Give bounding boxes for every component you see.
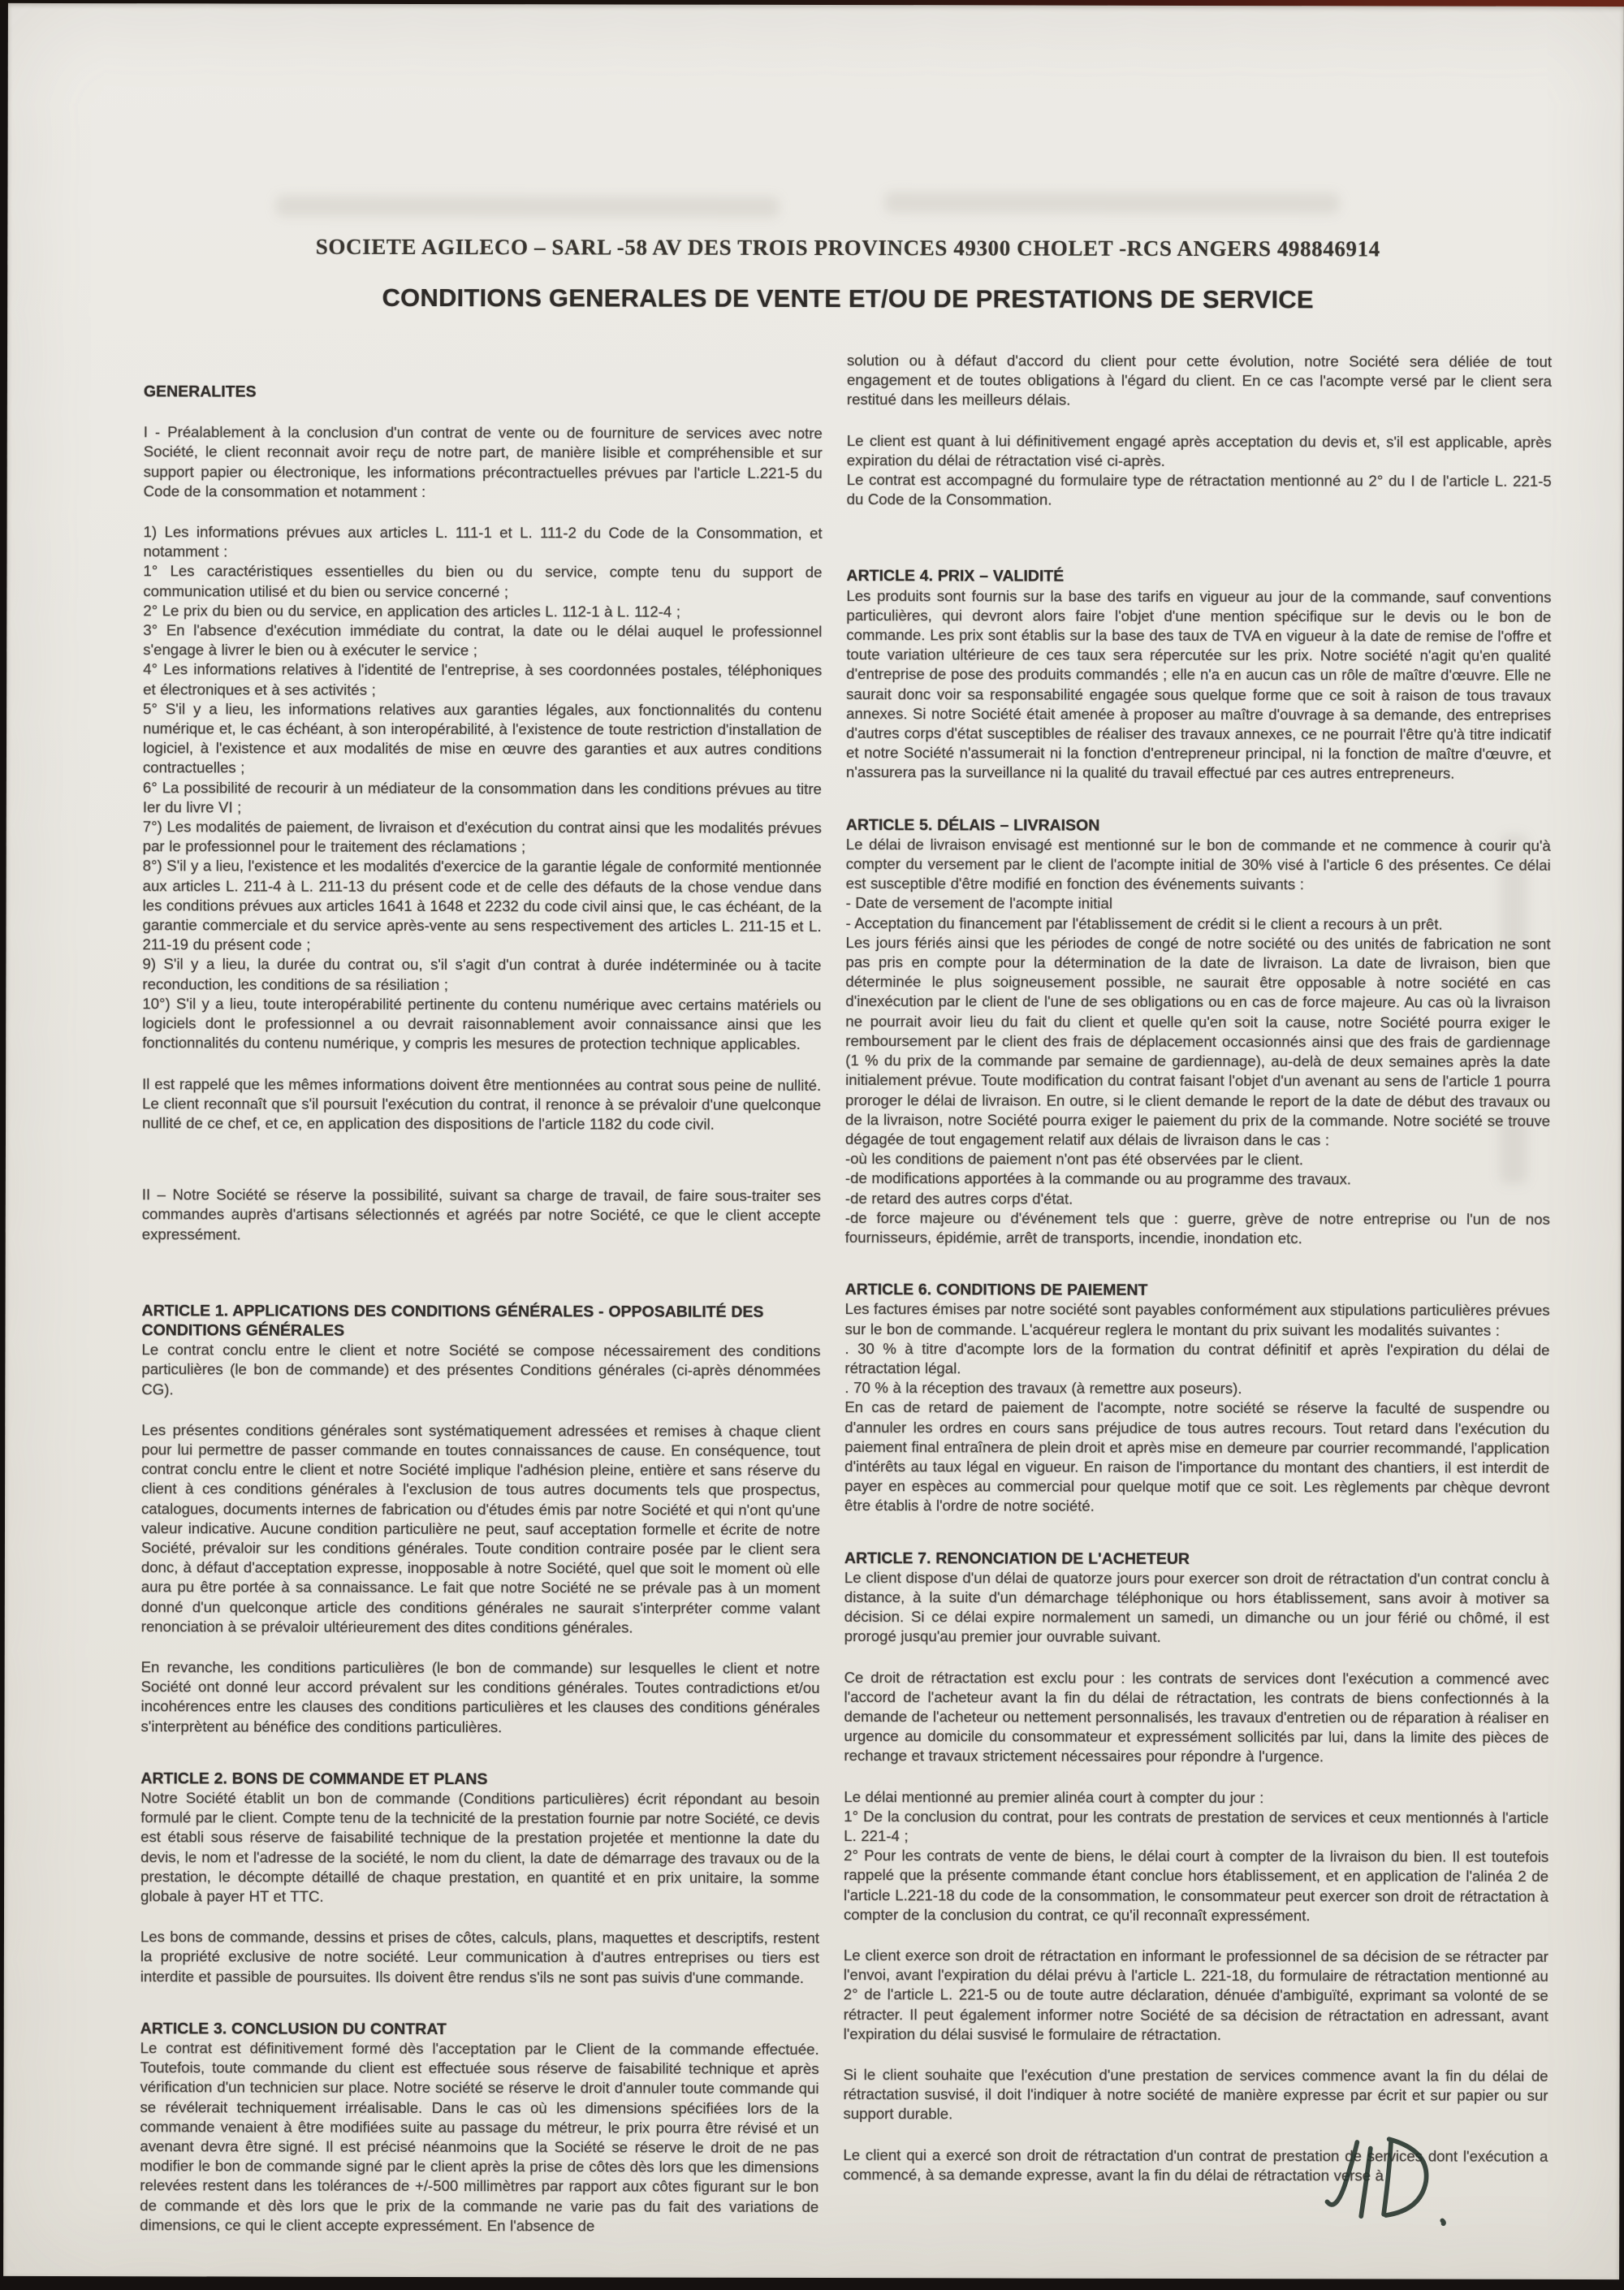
paragraph: - Date de versement de l'acompte initial — [845, 894, 1113, 913]
paragraph: I - Préalablement à la conclusion d'un contrat de vente ou de fourniture de services avec notre Société, le client reconnait avoir reçu de notre part, de manière lisible et compréhensible et sur support papier ou électronique, les informations précontractuelles prévues par l'article L.221-5 du Code de la consommation et notamment : — [143, 423, 823, 500]
article-heading: ARTICLE 3. CONCLUSION DU CONTRAT — [140, 2020, 447, 2038]
paragraph: 6° La possibilité de recourir à un médiateur de la consommation dans les conditions prévues au titre Ier du livre VI ; — [142, 778, 822, 816]
paragraph: -où les conditions de paiement n'ont pas été observées par le client. — [844, 1150, 1304, 1169]
article-heading: ARTICLE 1. APPLICATIONS DES CONDITIONS GÉNÉRALES - OPPOSABILITÉ DES CONDITIONS GÉNÉRALES — [141, 1301, 764, 1340]
paragraph: Le client exerce son droit de rétractation en informant le professionnel de sa décision de se rétracter par l'envoi, avant l'expiration du délai prévu à l'article L. 221-18, du formulaire de rétractation mentionné au 2° de l'article L. 221-5 ou de toute autre déclaration, dénuée d'ambiguïté, exprimant sa volonté de se rétracter. Il peut également informer notre Société de sa décision de rétractation en adressant, avant l'expiration du délai susvisé le formulaire de rétractation. — [843, 1946, 1548, 2043]
paragraph: 4° Les informations relatives à l'identité de l'entreprise, à ses coordonnées postales, téléphoniques et électroniques et à ses activités ; — [143, 660, 823, 698]
company-header-line: SOCIETE AGILECO – SARL -58 AV DES TROIS PROVINCES 49300 CHOLET -RCS ANGERS 498846914 — [315, 234, 1380, 261]
paragraph: Il est rappelé que les mêmes informations doivent être mentionnées au contrat sous peine de nullité. Le client reconnaît que s'il poursuit l'exécution du contrat, il renonce à se prévaloir d'une quelconque nullité de ce chef, et ce, en application des dispositions de l'article 1182 du code civil. — [142, 1074, 822, 1133]
article-heading: GENERALITES — [143, 382, 257, 401]
paragraph: - Acceptation du financement par l'établissement de crédit si le client a recours à un prêt. — [845, 914, 1443, 933]
two-column-body — [140, 349, 1552, 2238]
paragraph: Les présentes conditions générales sont systématiquement adressées et remises à chaque client pour lui permettre de passer commande en toutes connaissances de cause. En conséquence, tout contrat conclu entre le client et notre Société implique l'adhésion pleine, entière et sans réserve du client à ces conditions générales à l'exclusion de tous autres documents tels que prospectus, catalogues, documents internes de fabrication ou d'études émis par notre Société et qui n'ont qu'une valeur indicative. Aucune condition particulière ne peut, sauf acceptation formelle et écrite de notre Société, prévaloir sur les conditions générales. Toute condition contraire posée par le client sera donc, à défaut d'acceptation expresse, inopposable à notre Société, quel que soit le moment où elle aura pu être portée à sa connaissance. Le fait que notre Société ne se prévale pas à un moment donné d'un quelconque article des conditions générales ne saurait s'interpréter comme valant renonciation à se prévaloir ultérieurement des dites conditions générales. — [140, 1421, 821, 1636]
paragraph: Le client dispose d'un délai de quatorze jours pour exercer son droit de rétractation d'un contrat conclu à distance, à la suite d'un démarchage téléphonique ou hors établissement, sans avoir à motiver sa décision. Si ce délai expire normalement un samedi, un dimanche ou un jour férié ou chômé, il est prorogé jusqu'au premier jour ouvrable suivant. — [844, 1568, 1549, 1646]
paragraph: . 30 % à titre d'acompte lors de la formation du contrat définitif et après l'expiration du délai de rétractation légal. — [844, 1339, 1550, 1377]
paragraph: Le client qui a exercé son droit de rétractation d'un contrat de prestation de services dont l'exécution a commencé, à sa demande expresse, avant la fin du délai de rétractation verse à — [843, 2145, 1548, 2184]
paragraph: Les jours fériés ainsi que les périodes de congé de notre société ou des unités de fabrication ne sont pas pris en compte pour la détermination de la date de livraison. La date de livraison, bien que déterminée le plus soigneusement possible, ne saurait être opposable à notre société en cas d'inexécution par le client de l'une de ses obligations ou en cas de force majeure. Au cas où la livraison ne pourrait avoir lieu du fait du client et quelle qu'en soit la cause, notre Société pourra exiger le remboursement par le client des frais de déplacement occasionnés ainsi que des frais de gardiennage (1 % du prix de la commande par semaine de gardiennage), au-delà de deux semaines après la date initialement prévue. Toute modification du contrat faisant l'objet d'un avenant au sens de l'article 1 pourra proroger le délai de livraison. En outre, si le client demande le report de la date de début des travaux ou de la livraison, notre Société pourra exiger le paiement du prix de la commande. Notre société se trouve dégagée de tout engagement relatif aux délais de livraison dans le cas : — [844, 933, 1551, 1149]
article-heading: ARTICLE 6. CONDITIONS DE PAIEMENT — [844, 1281, 1148, 1299]
paragraph: Les bons de commande, dessins et prises de côtes, calculs, plans, maquettes et descriptifs, restent la propriété exclusive de notre société. Leur communication à d'autres entreprises ou tiers est interdite et passible de poursuites. Ils doivent être rendus s'ils ne sont pas suivis d'une commande. — [140, 1928, 819, 1986]
left-column — [140, 349, 823, 2236]
paragraph: Le contrat conclu entre le client et notre Société se compose nécessairement des conditions particulières (le bon de commande) et des présentes Conditions générales (ci-après dénommées CG). — [141, 1341, 821, 1398]
article-heading: ARTICLE 2. BONS DE COMMANDE ET PLANS — [140, 1769, 488, 1788]
right-column — [843, 351, 1552, 2186]
paragraph: Le client est quant à lui définitivement engagé après acceptation du devis et, s'il est applicable, après expiration du délai de rétractation visé ci-après. — [846, 431, 1552, 469]
paragraph: 1° Les caractéristiques essentielles du bien ou du service, compte tenu du support de communication utilisé et du bien ou service concerné ; — [143, 562, 823, 600]
paragraph: Le délai de livraison envisagé est mentionné sur le bon de commande et ne commence à courir qu'à compter du versement par le client de l'acompte initial de 30% visé à l'article 6 des présentes. Ce délai est susceptible d'être modifié en fonction des événements suivants : — [845, 835, 1551, 893]
paragraph: 2° Le prix du bien ou du service, en application des articles L. 112-1 à L. 112-4 ; — [143, 602, 681, 620]
paragraph: Notre Société établit un bon de commande (Conditions particulières) écrit répondant au besoin formulé par le client. Compte tenu de la technicité de la prestation fournie par notre Société, ce devis est établi sous réserve de faisabilité technique de la prestation projetée et mentionne la date du devis, le nom et l'adresse de la société, le nom du client, la date de démarrage des travaux ou de la prestation, le décompte détaillé de chaque prestation, en quantité et en prix unitaire, la somme globale à payer HT et TTC. — [140, 1789, 820, 1905]
paragraph: Les produits sont fournis sur la base des tarifs en vigueur au jour de la commande, sauf conventions particulières, qui devront alors faire l'objet d'une mention spécifique sur le devis ou le bon de commande. Les prix sont établis sur la base des taux de TVA en vigueur à la date de remise de l'offre et toute variation ultérieure de ces taux sera répercutée sur les prix. Notre société n'agit qu'en qualité d'entreprise de pose des produits commandés ; elle n'a en aucun cas un rôle de maître d'œuvre. Elle ne saurait donc voir sa responsabilité engagée sous quelque forme que ce soit à raison de tous travaux annexes. Si notre Société était amenée à proposer au maître d'ouvrage à sa demande, des entreprises d'autres corps d'état susceptibles de réaliser des travaux annexes, ce ne pourrait l'être qu'à titre indicatif et notre Société n'assumerait ni la fonction d'entrepreneur principal, ni la fonction de maître d'œuvre, et n'assurera pas la surveillance ni la qualité du travail effectué par ces autres entrepreneurs. — [845, 586, 1552, 783]
paragraph: Si le client souhaite que l'exécution d'une prestation de services commence avant la fin du délai de rétractation susvisé, il doit l'indiquer à notre société de manière expresse par écrit et sur papier ou sur support durable. — [843, 2066, 1548, 2123]
paragraph: -de modifications apportées à la commande ou au programme des travaux. — [844, 1169, 1352, 1188]
paragraph: -de retard des autres corps d'état. — [844, 1189, 1073, 1208]
article-heading: ARTICLE 4. PRIX – VALIDITÉ — [846, 567, 1065, 586]
paragraph: 8°) S'il y a lieu, l'existence et les modalités d'exercice de la garantie légale de conformité mentionnée aux articles L. 211-4 à L. 211-13 du présent code et de celle des défauts de la chose vendue dans les conditions prévues aux articles 1641 à 1648 et 2232 du code civil ainsi que, le cas échéant, de la garantie commerciale et du service après-vente au sens respectivement des articles L. 211-15 et L. 211-19 du présent code ; — [142, 857, 822, 953]
paragraph: 1) Les informations prévues aux articles L. 111-1 et L. 111-2 du Code de la Consommation, et notamment : — [143, 523, 823, 560]
paragraph: 7°) Les modalités de paiement, de livraison et d'exécution du contrat ainsi que les modalités prévues par le professionnel pour le traitement des réclamations ; — [142, 818, 822, 856]
paragraph: Le contrat est accompagné du formulaire type de rétractation mentionné au 2° du I de l'article L. 221-5 du Code de la Consommation. — [846, 471, 1552, 508]
paragraph: En cas de retard de paiement de l'acompte, notre société se réserve la faculté de suspendre ou d'annuler les ordres en cours sans préjudice de tous autres recours. Tout retard dans l'exécution du paiement final entraînera de plein droit et après mise en demeure par courrier recommandé, l'application d'intérêts au taux légal en vigueur. En raison de l'importance du montant des chantiers, il est interdit de payer en espèces au commercial pour quelque motif que ce soit. Les règlements par chèque devront être établis à l'ordre de notre société. — [844, 1398, 1550, 1515]
article-heading: ARTICLE 7. RENONCIATION DE L'ACHETEUR — [844, 1549, 1190, 1568]
paragraph: II – Notre Société se réserve la possibilité, suivant sa charge de travail, de faire sous-traiter ses commandes auprès d'artisans sélectionnés et agréés par notre Société, ce que le client accepte expressément. — [141, 1186, 821, 1243]
paragraph: Ce droit de rétractation est exclu pour : les contrats de services dont l'exécution a commencé avec l'accord de l'acheteur avant la fin du délai de rétractation, les contrats de biens confectionnés à la demande de l'acheteur ou nettement personnalisés, les travaux d'entretien ou de réparation à réaliser en urgence au domicile du consommateur et expressément sollicités par lui, dans la limite des pièces de rechange et travaux strictement nécessaires pour répondre à l'urgence. — [844, 1668, 1549, 1765]
paragraph: 9) S'il y a lieu, la durée du contrat ou, s'il s'agit d'un contrat à durée indéterminée ou à tacite reconduction, les conditions de sa résiliation ; — [142, 955, 822, 993]
paragraph: 3° En l'absence d'exécution immédiate du contrat, la date ou le délai auquel le professionnel s'engage à livrer le bien ou à exécuter le service ; — [143, 621, 823, 659]
paragraph: -de force majeure ou d'événement tels que : guerre, grève de notre entreprise ou l'un de nos fournisseurs, épidémie, arrêt de transports, incendie, inondation etc. — [844, 1208, 1550, 1247]
page-title: CONDITIONS GENERALES DE VENTE ET/OU DE PRESTATIONS DE SERVICE — [382, 283, 1314, 314]
paragraph: En revanche, les conditions particulières (le bon de commande) sur lesquelles le client et notre Société ont donné leur accord prévalent sur les conditions générales. Toutes contradictions et/ou incohérences entre les clauses des conditions particulières et les clauses des conditions générales s'interprètent au bénéfice des conditions particulières. — [140, 1658, 820, 1735]
paragraph: 1° De la conclusion du contrat, pour les contrats de prestation de services et ceux mentionnés à l'article L. 221-4 ; — [844, 1807, 1549, 1845]
paragraph: . 70 % à la réception des travaux (à remettre aux poseurs). — [844, 1379, 1242, 1398]
paragraph: 5° S'il y a lieu, les informations relatives aux garanties légales, aux fonctionnalités du contenu numérique et, le cas échéant, à son interopérabilité, à l'existence de toute restriction d'installation de logiciel, à l'existence et aux modalités de mise en œuvre des garanties et aux autres conditions contractuelles ; — [142, 700, 823, 776]
scanned-page — [3, 3, 1624, 2279]
handwriting-strokes — [1315, 2125, 1469, 2239]
paragraph: 2° Pour les contrats de vente de biens, le délai court à compter de la livraison du bien. Il est toutefois rappelé que la présente commande étant conclue hors établissement, et en application de l'alinéa 2 de l'article L.221-18 du code de la consommation, le consommateur peut exercer son droit de rétractation à compter de la conclusion du contrat, ce qu'il reconnaît expressément. — [843, 1847, 1549, 1925]
paragraph: Les factures émises par notre société sont payables conformément aux stipulations particulières prévues sur le bon de commande. L'acquéreur reglera le montant du prix suivant les modalités suivantes : — [844, 1300, 1550, 1339]
article-heading: ARTICLE 5. DÉLAIS – LIVRAISON — [845, 815, 1100, 835]
paragraph: Le délai mentionné au premier alinéa court à compter du jour : — [844, 1787, 1264, 1806]
paragraph: Le contrat est définitivement formé dès l'acceptation par le Client de la commande effectuée. Toutefois, toute commande du client est effectuée sous réserve de faisabilité technique et après vérification d'un technicien sur place. Notre société se réserve le droit d'annuler toute commande qui se révélerait techniquement irréalisable. Dans le cas où les dimensions spécifiées lors de la commande venaient à être modifiées suite au passage du métreur, le prix pourra être révisé et un avenant devra être signé. Il est précisé néanmoins que la Société se réserve le droit de ne pas modifier le bon de commande signé par le client après la prise de côtes dès lors que les dimensions relevées restent dans les tolérances de +/-500 millimètres par rapport aux côtes figurant sur le bon de commande et dès lors que le prix de la commande ne varie pas du fait des variations de dimensions, ce qui le client accepte expressément. En l'absence de — [140, 2039, 819, 2235]
paragraph: solution ou à défaut d'accord du client pour cette évolution, notre Société sera déliée de tout engagement et de toutes obligations à l'égard du client. En ce cas l'acompte versé par le client sera restitué dans les meilleurs délais. — [846, 352, 1553, 409]
page-content — [3, 3, 1624, 2279]
paragraph: 10°) S'il y a lieu, toute interopérabilité pertinente du contenu numérique avec certains matériels ou logiciels dont le professionnel a ou devrait raisonnablement avoir connaissance ainsi que les fonctionnalités du contenu numérique, y compris les mesures de protection technique applicables. — [142, 995, 822, 1053]
handwritten-initials — [1315, 2125, 1469, 2239]
